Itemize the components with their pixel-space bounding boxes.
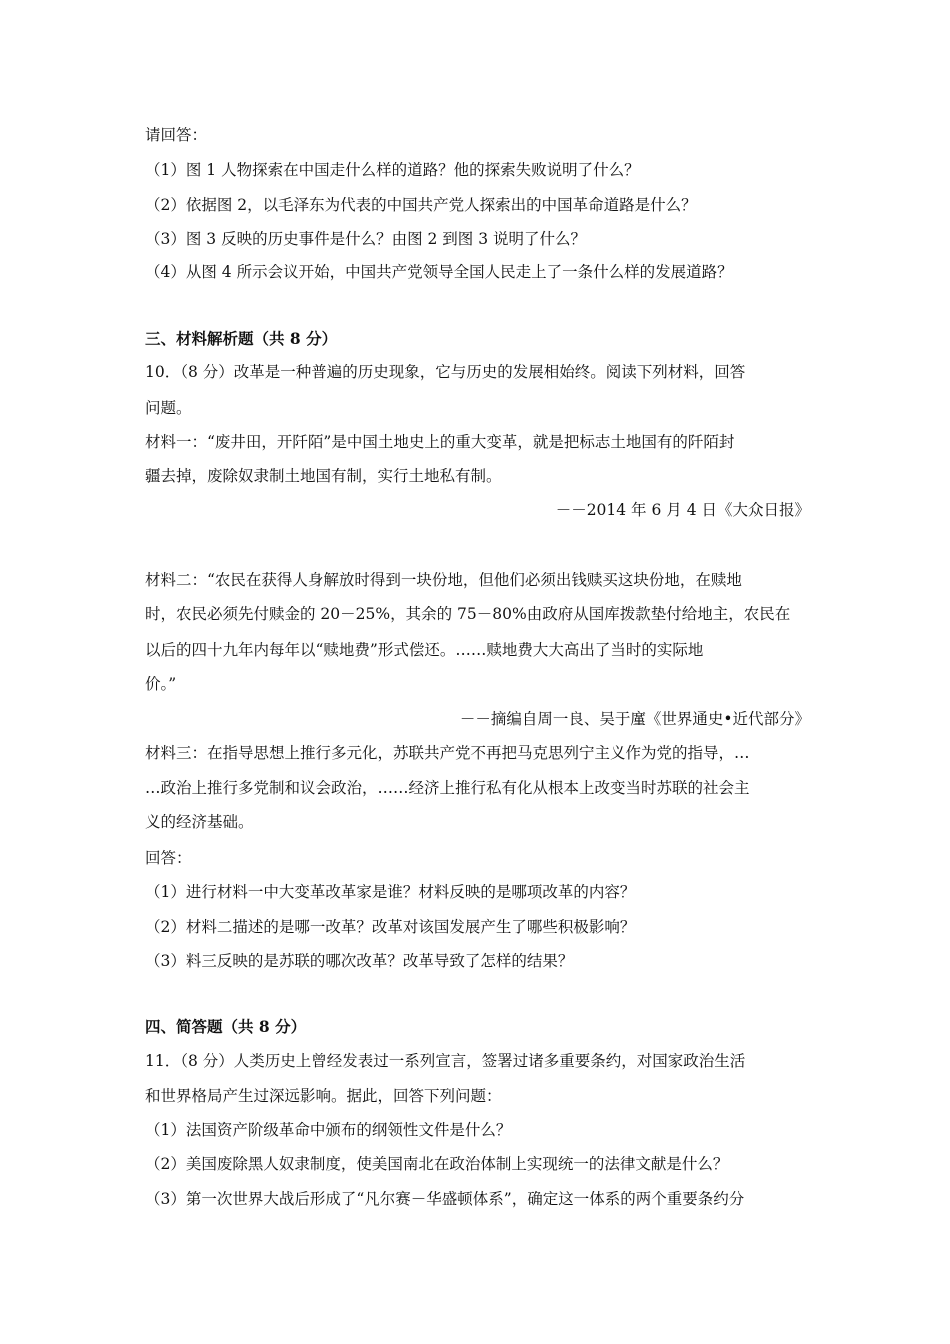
material2-line-2: 时，农民必须先付赎金的 20－25%，其余的 75－80%由政府从国库拨款垫付给地主，农民在	[145, 605, 791, 623]
material1-line-1: 材料一：“废井田，开阡陌”是中国土地史上的重大变革，就是把标志土地国有的阡陌封	[145, 433, 735, 451]
q10-stem-line-2: 问题。	[145, 399, 192, 417]
q10-question-3: （3）料三反映的是苏联的哪次改革？改革导致了怎样的结果？	[145, 952, 574, 970]
material3-line-3: 义的经济基础。	[145, 813, 254, 831]
q11-question-2: （2）美国废除黑人奴隶制度，使美国南北在政治体制上实现统一的法律文献是什么？	[145, 1155, 729, 1173]
q11-question-1: （1）法国资产阶级革命中颁布的纲领性文件是什么？	[145, 1121, 512, 1139]
material2-source: －－摘编自周一良、吴于廑《世界通史•近代部分》	[459, 710, 810, 728]
q10-question-2: （2）材料二描述的是哪一改革？改革对该国发展产生了哪些积极影响？	[145, 918, 636, 936]
q9-item-4: （4）从图 4 所示会议开始，中国共产党领导全国人民走上了一条什么样的发展道路？	[145, 263, 733, 281]
material2-line-4: 价。”	[145, 675, 177, 693]
q9-item-3: （3）图 3 反映的历史事件是什么？由图 2 到图 3 说明了什么？	[145, 230, 587, 248]
section3-heading: 三、材料解析题（共 8 分）	[145, 329, 338, 348]
q10-stem-line-1: 10．（8 分）改革是一种普遍的历史现象，它与历史的发展相始终。阅读下列材料，回答	[145, 363, 746, 381]
q11-question-3: （3）第一次世界大战后形成了“凡尔赛－华盛顿体系”，确定这一体系的两个重要条约分	[145, 1190, 745, 1208]
material3-line-1: 材料三：在指导思想上推行多元化，苏联共产党不再把马克思列宁主义作为党的指导，…	[145, 744, 750, 762]
material3-line-2: …政治上推行多党制和议会政治，……经济上推行私有化从根本上改变当时苏联的社会主	[145, 779, 750, 797]
q9-item-1: （1）图 1 人物探索在中国走什么样的道路？他的探索失败说明了什么？	[145, 161, 640, 179]
q11-stem-line-1: 11．（8 分）人类历史上曾经发表过一系列宣言，签署过诸多重要条约，对国家政治生活	[145, 1052, 746, 1070]
q11-stem-line-2: 和世界格局产生过深远影响。据此，回答下列问题：	[145, 1087, 502, 1105]
material2-line-1: 材料二：“农民在获得人身解放时得到一块份地，但他们必须出钱赎买这块份地，在赎地	[145, 571, 742, 589]
section4-heading: 四、简答题（共 8 分）	[145, 1017, 307, 1036]
q9-item-2: （2）依据图 2，以毛泽东为代表的中国共产党人探索出的中国革命道路是什么？	[145, 196, 697, 214]
q10-question-1: （1）进行材料一中大变革改革家是谁？材料反映的是哪项改革的内容？	[145, 883, 636, 901]
q9-prompt: 请回答：	[145, 126, 208, 144]
material1-line-2: 疆去掉，废除奴隶制土地国有制，实行土地私有制。	[145, 467, 502, 485]
material2-line-3: 以后的四十九年内每年以“赎地费”形式偿还。……赎地费大大高出了当时的实际地	[145, 641, 704, 659]
material1-source: －－2014 年 6 月 4 日《大众日报》	[555, 501, 810, 519]
q10-answer-prompt: 回答：	[145, 849, 192, 867]
